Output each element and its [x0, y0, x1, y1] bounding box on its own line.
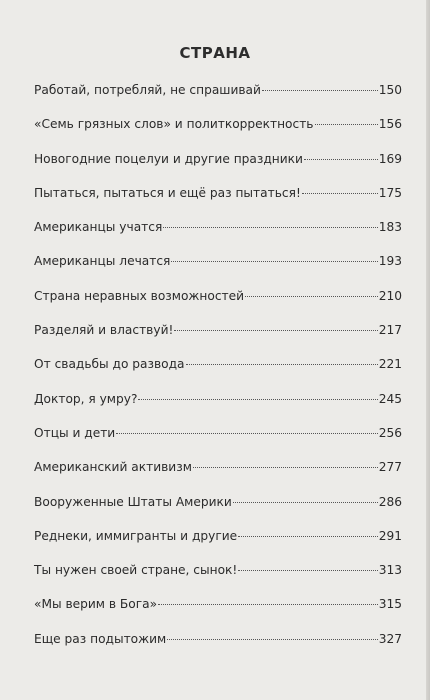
toc-entry-title: Разделяй и властвуй!	[34, 323, 174, 338]
toc-entry-title: Американцы учатся	[34, 220, 163, 235]
toc-entry-page: 291	[378, 528, 402, 543]
toc-entry	[34, 458, 402, 492]
toc-entry-page: 210	[378, 288, 402, 303]
toc-entry-page: 150	[378, 83, 402, 97]
toc-entry	[34, 321, 402, 355]
dot-leader	[302, 192, 378, 194]
toc-entry-page: 286	[378, 494, 402, 509]
toc-entry-title: Американский активизм	[34, 460, 192, 475]
dot-leader	[171, 260, 377, 262]
toc-entry-page: 169	[378, 151, 402, 166]
section-title: СТРАНА	[179, 44, 251, 62]
dot-leader	[174, 329, 377, 331]
toc-entry-title: Работай, потребляй, не спрашивай	[34, 83, 261, 97]
toc-entry-page: 245	[378, 391, 402, 406]
dot-leader	[315, 123, 378, 125]
toc-entry-title: Ты нужен своей стране, сынок!	[34, 563, 238, 578]
dot-leader	[138, 398, 377, 400]
toc-entry	[34, 630, 402, 664]
table-of-contents	[34, 81, 402, 664]
toc-entry	[34, 355, 402, 389]
toc-entry-page: 221	[378, 357, 402, 372]
toc-entry	[34, 424, 402, 458]
toc-entry-title: Американцы лечатся	[34, 254, 171, 269]
dot-leader	[193, 466, 378, 468]
toc-entry-title: Еще раз подытожим	[34, 631, 167, 646]
dot-leader	[238, 569, 377, 571]
page-edge-shadow	[426, 0, 430, 700]
toc-entry	[34, 81, 402, 115]
toc-entry-page: 256	[378, 425, 402, 440]
dot-leader	[186, 363, 378, 365]
toc-entry-title: Вооруженные Штаты Америки	[34, 494, 232, 509]
toc-entry-title: «Мы верим в Бога»	[34, 597, 158, 612]
toc-entry-page: 183	[378, 220, 402, 235]
toc-entry-page: 315	[378, 597, 402, 612]
dot-leader	[245, 295, 378, 297]
dot-leader	[262, 89, 378, 91]
toc-entry-page: 156	[378, 117, 402, 132]
dot-leader	[167, 638, 377, 640]
dot-leader	[158, 603, 378, 605]
toc-entry-page: 313	[378, 563, 402, 578]
dot-leader	[163, 226, 377, 228]
toc-entry-page: 277	[378, 460, 402, 475]
toc-entry	[34, 561, 402, 595]
toc-entry	[34, 595, 402, 629]
toc-entry	[34, 184, 402, 218]
toc-entry-title: От свадьбы до развода	[34, 357, 185, 372]
toc-entry-title: Реднеки, иммигранты и другие	[34, 528, 238, 543]
toc-entry-title: Страна неравных возможностей	[34, 288, 245, 303]
dot-leader	[116, 432, 378, 434]
toc-entry-title: Новогодние поцелуи и другие праздники	[34, 151, 303, 166]
dot-leader	[233, 501, 378, 503]
toc-entry-title: Отцы и дети	[34, 425, 116, 440]
toc-entry-page: 175	[378, 185, 402, 200]
toc-entry	[34, 493, 402, 527]
toc-entry	[34, 252, 402, 286]
toc-entry-page: 327	[378, 631, 402, 646]
toc-entry	[34, 390, 402, 424]
toc-entry-page: 193	[378, 254, 402, 269]
toc-entry-page: 217	[378, 323, 402, 338]
toc-entry-title: «Семь грязных слов» и политкорректность	[34, 117, 314, 132]
toc-entry-title: Доктор, я умру?	[34, 391, 138, 406]
toc-entry	[34, 150, 402, 184]
dot-leader	[304, 158, 378, 160]
toc-entry	[34, 115, 402, 149]
dot-leader	[238, 535, 378, 537]
toc-entry	[34, 287, 402, 321]
toc-entry	[34, 527, 402, 561]
toc-entry	[34, 218, 402, 252]
toc-entry-title: Пытаться, пытаться и ещё раз пытаться!	[34, 185, 301, 200]
